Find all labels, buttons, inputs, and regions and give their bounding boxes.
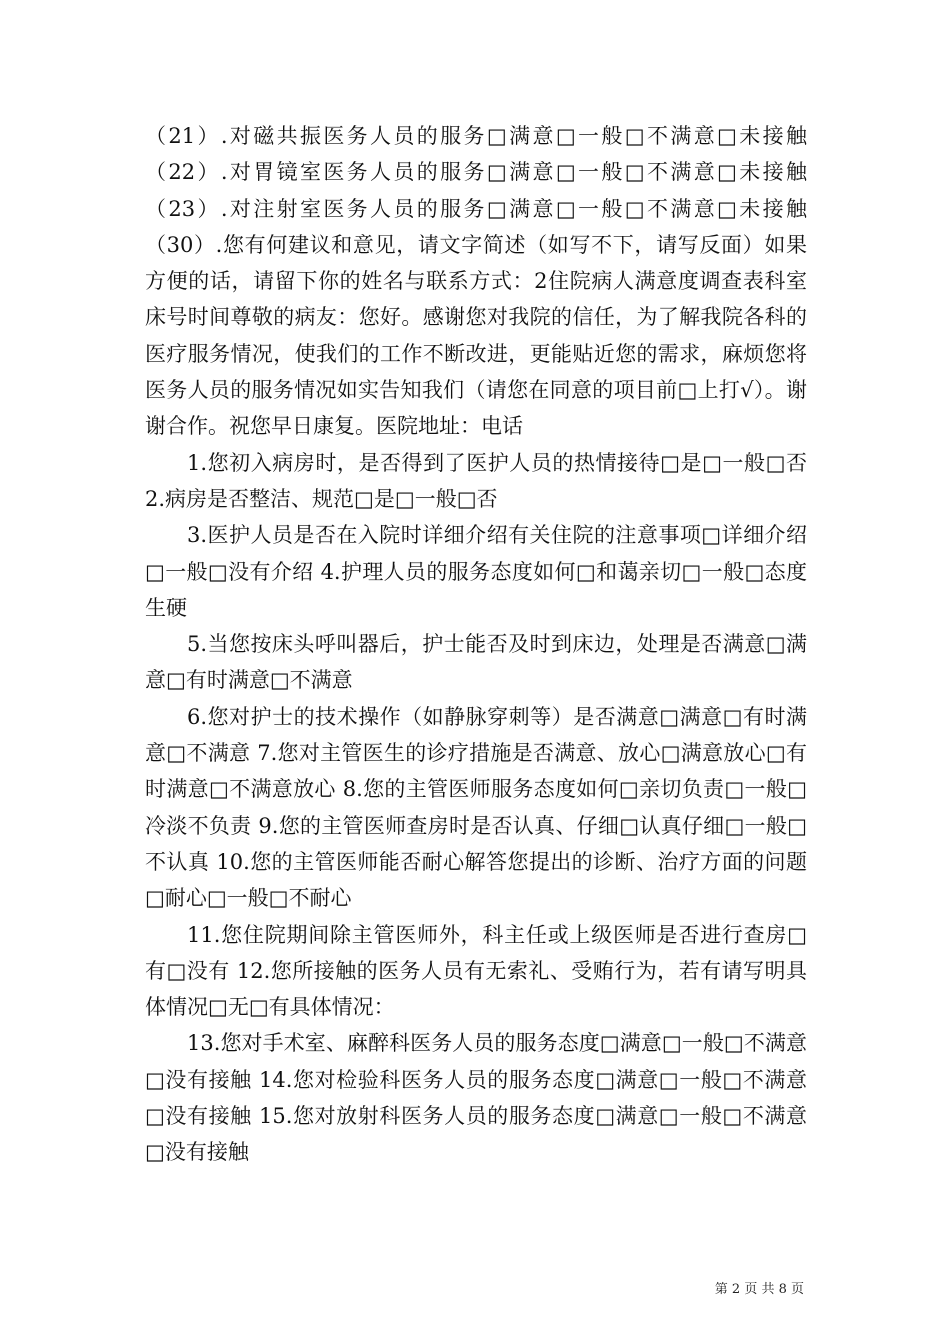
paragraph-question-3-4: 3.医护人员是否在入院时详细介绍有关住院的注意事项□详细介绍□一般□没有介绍 4.护理人员的服务态度如何□和蔼亲切□一般□态度生硬 [145, 523, 807, 620]
page-number: 第 2 页 共 8 页 [714, 1282, 804, 1297]
paragraph-question-11-12: 11.您住院期间除主管医师外，科主任或上级医师是否进行查房□有□没有 12.您所接触的医务人员有无索礼、受贿行为，若有请写明具体情况□无□有具体情况： [145, 922, 807, 1020]
paragraph-question-6-10: 6.您对护士的技术操作（如静脉穿刺等）是否满意□满意□有时满意□不满意 7.您对主管医生的诊疗措施是否满意、放心□满意放心□有时满意□不满意放心 8.您的主管医师服务态度如何□亲切负责□一般□冷淡不负责 9.您的主管医师查房时是否认真、仔细□认真仔细□一般□不认真 10.您的主管医师能否耐心解答您提出的诊断、治疗方面的问题□耐心□一般□不耐心 [145, 704, 807, 911]
paragraph-question-5: 5.当您按床头呼叫器后，护士能否及时到床边，处理是否满意□满意□有时满意□不满意 [145, 632, 807, 693]
document-body [145, 118, 807, 1171]
paragraph-survey-intro: （21）.对磁共振医务人员的服务□满意□一般□不满意□未接触（22）.对胃镜室医务人员的服务□满意□一般□不满意□未接触（23）.对注射室医务人员的服务□满意□一般□不满意□未接触（30）.您有何建议和意见，请文字简述（如写不下，请写反面）如果方便的话，请留下你的姓名与联系方式：2住院病人满意度调查表科室床号时间尊敬的病友：您好。感谢您对我院的信任，为了解我院各科的医疗服务情况，使我们的工作不断改进，更能贴近您的需求，麻烦您将医务人员的服务情况如实告知我们（请您在同意的项目前□上打√）。谢谢合作。祝您早日康复。医院地址：电话 [145, 124, 807, 439]
paragraph-question-1-2: 1.您初入病房时，是否得到了医护人员的热情接待□是□一般□否 2.病房是否整洁、规范□是□一般□否 [145, 450, 807, 511]
paragraph-question-13-15: 13.您对手术室、麻醉科医务人员的服务态度□满意□一般□不满意□没有接触 14.您对检验科医务人员的服务态度□满意□一般□不满意□没有接触 15.您对放射科医务人员的服务态度□满意□一般□不满意□没有接触 [145, 1031, 807, 1165]
